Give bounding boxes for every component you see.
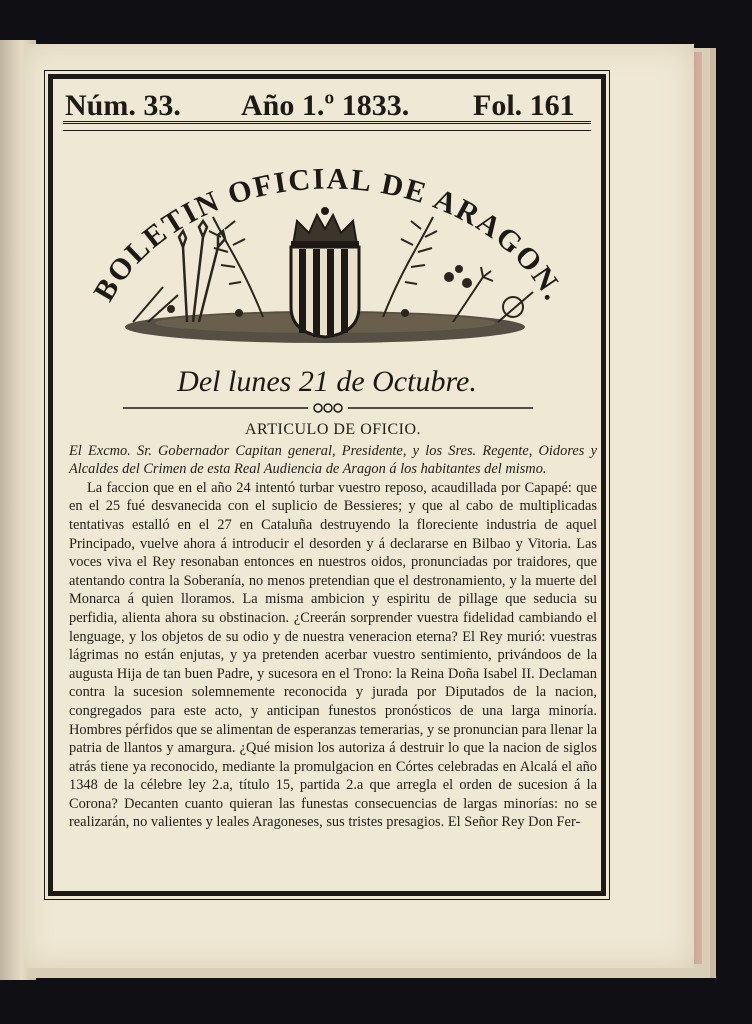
header-rule	[63, 121, 591, 124]
wheat-sheaf-icon	[179, 221, 225, 322]
article-body: La faccion que en el año 24 intentó turbar vuestro reposo, acaudillada por Capapé: que en el 25 fué desvanecida con el suplicio de Bessieres; y que al cabo de multiplicadas tentativas estalló en el 27 en Cataluña destruyendo la floreciente industria de aquel Principado, vuelve ahora á introducir el desorden y á declararse en Bilbao y Vitoria. Las voces viva el Rey resonaban entonces en nuestros oidos, pronunciadas por traidores, que atentando contra la Soberanía, no menos pretendian que el destronamiento, y la muerte del Monarca á quien lloramos. La misma ambicion y espiritu de pillage que seducia su perfidia, alienta ahora su obstinacion. ¿Creerán sorprender vuestra fidelidad cambiando el lenguage, y los objetos de su odio y de nuestra veneracion eterna? El Rey murió: vuestras lágrimas no están enjutas, y ya pretenden acerbar vuestro sentimiento, privándoos de la augusta Hija de tan buen Padre, y sucesora en el Trono: la Reina Doña Isabel II. Declaman contra la sucesion solemnemente reconocida y jurada por Diputados de la nacion, congregados para este acto, y anticipan funestos pronósticos de una larga minoría. Hombres pérfidos que se alimentan de esperanzas temerarias, y se pronuncian para llenar la patria de llantos y amargura. ¿Qué mision los autoriza á destruir lo que la nacion de siglos atrás tiene ya reconocido, mediante la promulgacion en Córtes celebradas en Alcalá el año 1348 de la célebre ley 2.a, título 15, partida 2.a que arregla el orden de sucesion á la Corona? Decanten cuanto quieran las funestas consecuencias de largas minorías: no se realizarán, no valientes y leales Aragoneses, sus tristes presagios. El Señor Rey Don Fer-	[69, 479, 597, 831]
ornamental-divider	[123, 401, 533, 415]
article-title: ARTICULO DE OFICIO.	[244, 421, 422, 438]
masthead	[53, 137, 601, 377]
laurel-branch-right	[383, 217, 437, 317]
folio-number: Fol. 161	[473, 89, 575, 122]
issue-number: Núm. 33.	[65, 89, 181, 122]
article-intro: El Excmo. Sr. Gobernador Capitan general, Presidente, y los Sres. Regente, Oidores y Alcaldes del Crimen de esta Real Audiencia de Aragon á los habitantes del mismo.	[69, 442, 597, 478]
laurel-branch-left	[209, 217, 263, 317]
crown-icon	[291, 207, 359, 248]
issue-year: Año 1.º 1833.	[241, 89, 410, 122]
header-rule-thin	[63, 130, 591, 131]
issue-date: Del lunes 21 de Octubre.	[177, 365, 477, 398]
coat-of-arms-shield	[291, 247, 359, 337]
masthead-title: BOLETIN OFICIAL DE ARAGON.	[87, 162, 571, 307]
page-border-frame	[48, 74, 606, 896]
masthead-illustration	[53, 137, 601, 377]
article-block	[69, 421, 597, 832]
